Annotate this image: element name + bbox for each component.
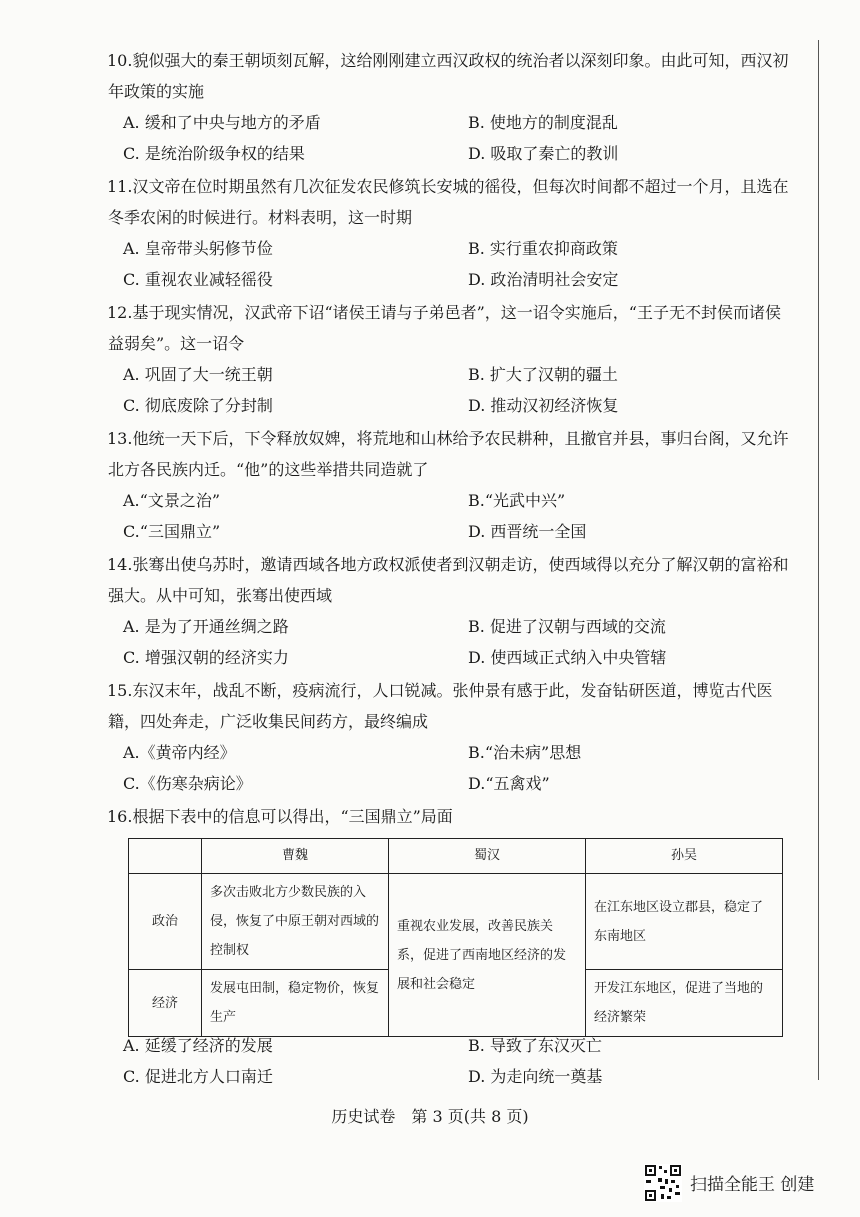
options-row bbox=[108, 611, 793, 642]
options-row bbox=[108, 768, 793, 799]
options-row bbox=[108, 264, 793, 295]
margin-rule bbox=[818, 40, 819, 1080]
table-cell: 在江东地区设立郡县，稳定了东南地区 bbox=[586, 874, 783, 970]
options-row bbox=[108, 642, 793, 673]
option-b[interactable]: B.“治未病”思想 bbox=[468, 743, 582, 762]
three-kingdoms-table bbox=[128, 838, 783, 1037]
question-11 bbox=[108, 171, 793, 295]
option-d[interactable]: D. 使西域正式纳入中央管辖 bbox=[468, 648, 667, 667]
table-cell: 开发江东地区，促进了当地的经济繁荣 bbox=[586, 970, 783, 1037]
question-stem: 16.根据下表中的信息可以得出，“三国鼎立”局面 bbox=[107, 807, 453, 826]
question-stem: 13.他统一天下后，下令释放奴婢，将荒地和山林给予农民耕种，且撤官并县，事归台阁，又允许北方各民族内迁。“他”的这些举措共同造就了 bbox=[107, 429, 789, 479]
qr-code-icon bbox=[644, 1164, 682, 1202]
option-d[interactable]: D. 推动汉初经济恢复 bbox=[468, 396, 619, 415]
question-12 bbox=[108, 297, 793, 421]
option-d[interactable]: D. 吸取了秦亡的教训 bbox=[468, 144, 619, 163]
question-stem: 14.张骞出使乌苏时，邀请西域各地方政权派使者到汉朝走访，使西域得以充分了解汉朝的富裕和强大。从中可知，张骞出使西域 bbox=[107, 555, 789, 605]
option-a[interactable]: A. 缓和了中央与地方的矛盾 bbox=[123, 113, 321, 132]
option-d[interactable]: D.“五禽戏” bbox=[468, 774, 550, 793]
table-header-cell: 孙吴 bbox=[586, 839, 783, 874]
options-row bbox=[108, 1030, 793, 1061]
option-b[interactable]: B. 导致了东汉灭亡 bbox=[468, 1036, 602, 1055]
option-a[interactable]: A. 皇帝带头躬修节俭 bbox=[123, 239, 273, 258]
table-cell: 重视农业发展，改善民族关系，促进了西南地区经济的发展和社会稳定 bbox=[389, 874, 586, 1037]
table-header-cell: 蜀汉 bbox=[389, 839, 586, 874]
question-16 bbox=[108, 801, 793, 832]
option-b[interactable]: B. 促进了汉朝与西域的交流 bbox=[468, 617, 666, 636]
option-b[interactable]: B.“光武中兴” bbox=[468, 491, 566, 510]
question-10 bbox=[108, 45, 793, 169]
option-b[interactable]: B. 使地方的制度混乱 bbox=[468, 113, 618, 132]
table-corner-cell bbox=[129, 839, 202, 874]
options-row bbox=[108, 390, 793, 421]
option-c[interactable]: C. 增强汉朝的经济实力 bbox=[123, 648, 289, 667]
option-d[interactable]: D. 为走向统一奠基 bbox=[468, 1067, 603, 1086]
option-a[interactable]: A.“文景之治” bbox=[123, 491, 221, 510]
options-row bbox=[108, 138, 793, 169]
option-c[interactable]: C.“三国鼎立” bbox=[123, 522, 221, 541]
question-stem: 12.基于现实情况，汉武帝下诏“诸侯王请与子弟邑者”，这一诏令实施后，“王子无不封侯而诸侯益弱矣”。这一诏令 bbox=[107, 303, 781, 353]
question-15 bbox=[108, 675, 793, 799]
table-cell: 发展屯田制，稳定物价，恢复生产 bbox=[202, 970, 389, 1037]
table-header-cell: 曹魏 bbox=[202, 839, 389, 874]
table-cell: 多次击败北方少数民族的入侵，恢复了中原王朝对西域的控制权 bbox=[202, 874, 389, 970]
question-14 bbox=[108, 549, 793, 673]
options-row bbox=[108, 1061, 793, 1092]
option-a[interactable]: A.《黄帝内经》 bbox=[123, 743, 236, 762]
option-c[interactable]: C. 促进北方人口南迁 bbox=[123, 1067, 273, 1086]
option-b[interactable]: B. 扩大了汉朝的疆土 bbox=[468, 365, 618, 384]
options-row bbox=[108, 737, 793, 768]
option-a[interactable]: A. 延缓了经济的发展 bbox=[123, 1036, 273, 1055]
options-row bbox=[108, 485, 793, 516]
option-c[interactable]: C.《伤寒杂病论》 bbox=[123, 774, 252, 793]
row-label-politics: 政治 bbox=[129, 874, 202, 970]
question-stem: 10.貌似强大的秦王朝顷刻瓦解，这给刚刚建立西汉政权的统治者以深刻印象。由此可知，西汉初年政策的实施 bbox=[107, 51, 789, 101]
options-row bbox=[108, 107, 793, 138]
options-row bbox=[108, 233, 793, 264]
options-row bbox=[108, 516, 793, 547]
option-b[interactable]: B. 实行重农抑商政策 bbox=[468, 239, 618, 258]
options-row bbox=[108, 359, 793, 390]
option-a[interactable]: A. 巩固了大一统王朝 bbox=[123, 365, 273, 384]
page-footer: 历史试卷 第 3 页(共 8 页) bbox=[331, 1107, 529, 1126]
question-16-options bbox=[108, 1030, 793, 1092]
question-stem: 11.汉文帝在位时期虽然有几次征发农民修筑长安城的徭役，但每次时间都不超过一个月，且选在冬季农闲的时候进行。材料表明，这一时期 bbox=[107, 177, 789, 227]
option-c[interactable]: C. 重视农业减轻徭役 bbox=[123, 270, 273, 289]
table-row bbox=[129, 874, 783, 970]
option-d[interactable]: D. 政治清明社会安定 bbox=[468, 270, 619, 289]
option-c[interactable]: C. 是统治阶级争权的结果 bbox=[123, 144, 305, 163]
option-d[interactable]: D. 西晋统一全国 bbox=[468, 522, 587, 541]
scanner-watermark: 扫描全能王 创建 bbox=[690, 1175, 815, 1195]
option-a[interactable]: A. 是为了开通丝绸之路 bbox=[123, 617, 289, 636]
question-stem: 15.东汉末年，战乱不断，疫病流行，人口锐减。张仲景有感于此，发奋钻研医道，博览古代医籍，四处奔走，广泛收集民间药方，最终编成 bbox=[107, 681, 773, 731]
table-header-row bbox=[129, 839, 783, 874]
option-c[interactable]: C. 彻底废除了分封制 bbox=[123, 396, 273, 415]
question-13 bbox=[108, 423, 793, 547]
row-label-economy: 经济 bbox=[129, 970, 202, 1037]
